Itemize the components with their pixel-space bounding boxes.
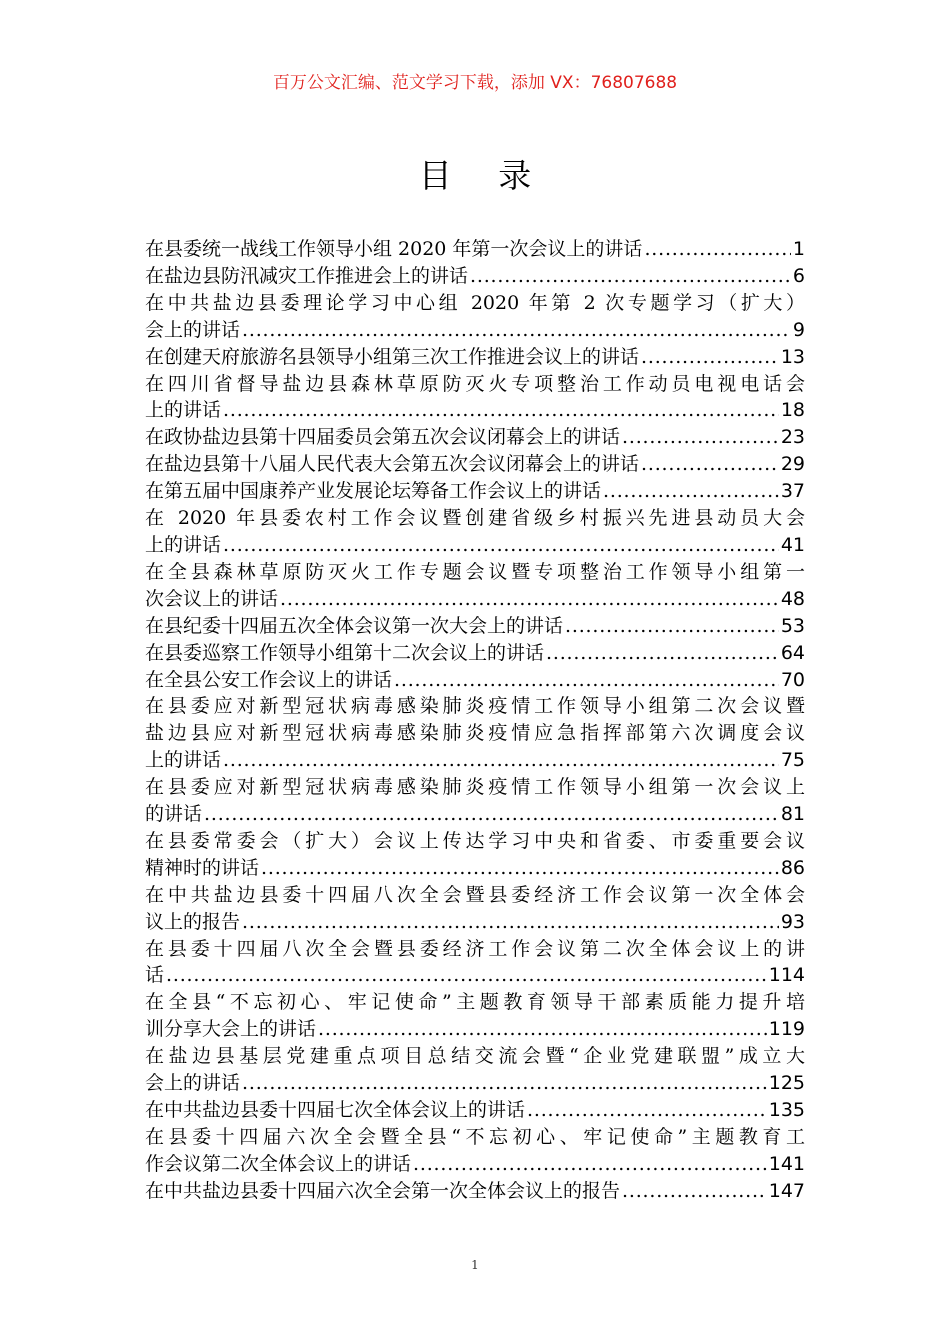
toc-entry-title: 精神时的讲话 <box>145 856 260 879</box>
dot-leader <box>394 667 779 694</box>
toc-entry[interactable] <box>145 263 805 290</box>
toc-entry[interactable] <box>145 693 805 774</box>
toc-entry-last-line <box>145 1097 805 1124</box>
dot-leader <box>641 344 779 371</box>
toc-entry-title: 在县纪委十四届五次全体会议第一次大会上的讲话 <box>145 614 564 637</box>
toc-entry[interactable] <box>145 1124 805 1178</box>
toc-entry-last-line <box>145 532 805 559</box>
toc-entry-title-line: 在全县森林草原防灭火工作专题会议暨专项整治工作领导小组第一 <box>145 560 805 583</box>
dot-leader <box>622 424 779 451</box>
toc-entry-title-line: 在 2020 年县委农村工作会议暨创建省级乡村振兴先进县动员大会 <box>145 507 805 530</box>
toc-entry[interactable] <box>145 640 805 667</box>
toc-entry-page: 18 <box>780 399 805 422</box>
dot-leader <box>413 1151 767 1178</box>
toc-entry[interactable] <box>145 344 805 371</box>
toc-entry[interactable] <box>145 371 805 425</box>
toc-entry-last-line <box>145 263 805 290</box>
header-watermark-text: 百万公文汇编、范文学习下载，添加 VX：76807688 <box>272 73 678 93</box>
toc-entry-title: 次会议上的讲话 <box>145 587 279 610</box>
toc-entry-page: 119 <box>768 1018 805 1041</box>
toc-entry-page: 147 <box>768 1179 805 1202</box>
toc-entry-page: 141 <box>768 1152 805 1175</box>
toc-entry-last-line <box>145 236 805 263</box>
toc-entry[interactable] <box>145 424 805 451</box>
toc-entry[interactable] <box>145 478 805 505</box>
toc-entry-page: 125 <box>768 1072 805 1095</box>
toc-entry-title: 议上的报告 <box>145 910 241 933</box>
toc-entry-last-line <box>145 424 805 451</box>
toc-entry[interactable] <box>145 290 805 344</box>
toc-entry-page: 9 <box>792 318 805 341</box>
dot-leader <box>204 801 779 828</box>
toc-entry-page: 86 <box>780 856 805 879</box>
toc-entry-title: 作会议第二次全体会议上的讲话 <box>145 1152 412 1175</box>
toc-entry-title: 在第五届中国康养产业发展论坛筹备工作会议上的讲话 <box>145 480 602 503</box>
toc-entry-title: 上的讲话 <box>145 533 222 556</box>
toc-entry-title-line: 在全县“不忘初心、牢记使命”主题教育领导干部素质能力提升培 <box>145 991 805 1014</box>
toc-entry-title-line: 在四川省督导盐边县森林草原防灭火专项整治工作动员电视电话会 <box>145 372 805 395</box>
toc-entry-last-line <box>145 1178 805 1205</box>
table-of-contents <box>145 236 805 1205</box>
toc-entry-page: 93 <box>780 910 805 933</box>
toc-entry-last-line <box>145 855 805 882</box>
toc-entry[interactable] <box>145 1178 805 1205</box>
toc-entry-title: 在盐边县防汛减灾工作推进会上的讲话 <box>145 264 469 287</box>
dot-leader <box>223 747 779 774</box>
toc-entry-page: 64 <box>780 641 805 664</box>
dot-leader <box>280 586 779 613</box>
dot-leader <box>644 236 790 263</box>
toc-entry-title: 的讲话 <box>145 803 203 826</box>
toc-entry-last-line <box>145 397 805 424</box>
toc-entry-last-line <box>145 1151 805 1178</box>
toc-entry-page: 70 <box>780 668 805 691</box>
toc-entry-last-line <box>145 747 805 774</box>
toc-entry-title: 会上的讲话 <box>145 318 241 341</box>
toc-entry-page: 135 <box>768 1099 805 1121</box>
toc-entry-last-line <box>145 1016 805 1043</box>
toc-entry-last-line <box>145 317 805 344</box>
toc-entry[interactable] <box>145 613 805 640</box>
toc-entry-page: 75 <box>780 749 805 772</box>
toc-entry-page: 1 <box>792 238 805 260</box>
dot-leader <box>527 1097 767 1124</box>
toc-entry-title: 在中共盐边县委十四届六次全会第一次全体会议上的报告 <box>145 1179 621 1202</box>
toc-entry-last-line <box>145 451 805 478</box>
toc-entry-title: 话 <box>145 964 165 987</box>
toc-entry[interactable] <box>145 667 805 694</box>
toc-entry-page: 23 <box>780 426 805 449</box>
dot-leader <box>603 478 779 505</box>
toc-entry-last-line <box>145 909 805 936</box>
toc-entry-page: 13 <box>780 345 805 368</box>
dot-leader <box>242 1070 767 1097</box>
toc-entry-title-line: 在盐边县基层党建重点项目总结交流会暨“企业党建联盟”成立大 <box>145 1045 805 1068</box>
toc-entry-title: 在县委统一战线工作领导小组 2020 年第一次会议上的讲话 <box>145 238 643 260</box>
toc-entry-last-line <box>145 344 805 371</box>
toc-entry[interactable] <box>145 774 805 828</box>
page-title: 目 录 <box>418 156 550 195</box>
toc-entry-title: 上的讲话 <box>145 399 222 422</box>
toc-entry-title: 在全县公安工作会议上的讲话 <box>145 668 393 691</box>
toc-entry-title-line: 在中共盐边县委十四届八次全会暨县委经济工作会议第一次全体会 <box>145 883 805 906</box>
dot-leader <box>622 1178 767 1205</box>
toc-entry-title: 在政协盐边县第十四届委员会第五次会议闭幕会上的讲话 <box>145 426 621 449</box>
toc-entry-title-line: 盐边县应对新型冠状病毒感染肺炎疫情应急指挥部第六次调度会议 <box>145 722 805 745</box>
toc-entry-title-line: 在县委应对新型冠状病毒感染肺炎疫情工作领导小组第一次会议上 <box>145 776 805 799</box>
toc-entry-title: 训分享大会上的讲话 <box>145 1018 317 1041</box>
toc-entry[interactable] <box>145 828 805 882</box>
dot-leader <box>641 451 779 478</box>
toc-entry-title-line: 在县委应对新型冠状病毒感染肺炎疫情工作领导小组第二次会议暨 <box>145 695 805 718</box>
toc-entry-last-line <box>145 962 805 989</box>
dot-leader <box>261 855 779 882</box>
toc-entry[interactable] <box>145 989 805 1043</box>
toc-entry-last-line <box>145 640 805 667</box>
dot-leader <box>223 532 779 559</box>
toc-entry-last-line <box>145 586 805 613</box>
toc-entry[interactable] <box>145 505 805 559</box>
toc-entry[interactable] <box>145 1097 805 1124</box>
toc-entry-title: 在盐边县第十八届人民代表大会第五次会议闭幕会上的讲话 <box>145 453 640 476</box>
dot-leader <box>546 640 779 667</box>
toc-entry[interactable] <box>145 451 805 478</box>
toc-entry-last-line <box>145 1070 805 1097</box>
dot-leader <box>242 909 779 936</box>
toc-entry-title-line: 在县委十四届八次全会暨县委经济工作会议第二次全体会议上的讲 <box>145 937 805 960</box>
toc-entry-last-line <box>145 613 805 640</box>
toc-entry-title: 上的讲话 <box>145 749 222 772</box>
toc-entry-page: 41 <box>780 533 805 556</box>
dot-leader <box>166 962 767 989</box>
toc-entry[interactable] <box>145 936 805 990</box>
toc-entry-page: 6 <box>792 264 805 287</box>
toc-entry-last-line <box>145 667 805 694</box>
page-number: 1 <box>471 1258 479 1272</box>
toc-entry-last-line <box>145 478 805 505</box>
toc-entry-title: 在中共盐边县委十四届七次全体会议上的讲话 <box>145 1099 526 1121</box>
toc-entry-page: 29 <box>780 453 805 476</box>
toc-entry-page: 81 <box>780 803 805 826</box>
toc-entry[interactable] <box>145 882 805 936</box>
toc-entry[interactable] <box>145 559 805 613</box>
toc-entry-title-line: 在县委十四届六次全会暨全县“不忘初心、牢记使命”主题教育工 <box>145 1125 805 1148</box>
toc-entry-title-line: 在中共盐边县委理论学习中心组 2020 年第 2 次专题学习（扩大） <box>145 291 805 314</box>
toc-entry-title: 会上的讲话 <box>145 1072 241 1095</box>
toc-entry-title: 在县委巡察工作领导小组第十二次会议上的讲话 <box>145 641 545 664</box>
dot-leader <box>470 263 791 290</box>
dot-leader <box>565 613 779 640</box>
toc-entry-last-line <box>145 801 805 828</box>
dot-leader <box>223 397 779 424</box>
toc-entry-title: 在创建天府旅游名县领导小组第三次工作推进会议上的讲话 <box>145 345 640 368</box>
dot-leader <box>318 1016 767 1043</box>
toc-entry[interactable] <box>145 236 805 263</box>
toc-entry-page: 53 <box>780 614 805 637</box>
toc-entry-title-line: 在县委常委会（扩大）会议上传达学习中央和省委、市委重要会议 <box>145 829 805 852</box>
toc-entry-page: 37 <box>780 480 805 503</box>
toc-entry-page: 48 <box>780 587 805 610</box>
dot-leader <box>242 317 791 344</box>
toc-entry[interactable] <box>145 1043 805 1097</box>
toc-entry-page: 114 <box>768 964 805 987</box>
